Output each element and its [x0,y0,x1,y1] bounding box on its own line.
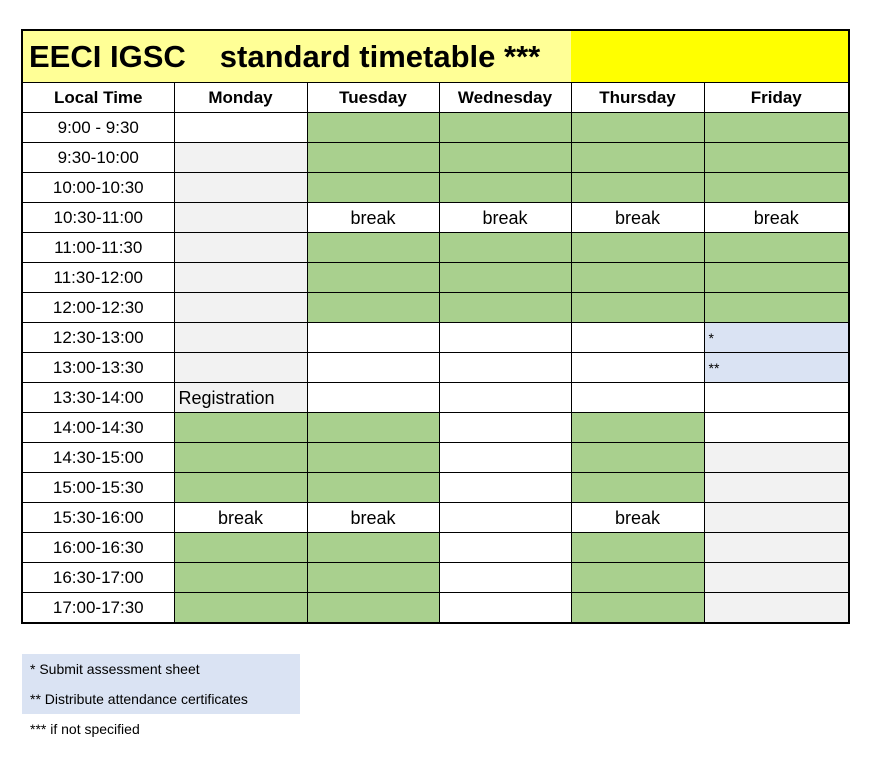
cell-friday: break [704,203,849,233]
cell-wednesday [439,593,571,624]
table-row [22,143,849,173]
cell-wednesday [439,383,571,413]
cell-friday [704,383,849,413]
cell-wednesday [439,233,571,263]
cell-thursday [571,443,704,473]
cell-wednesday [439,173,571,203]
time-slot: 16:00-16:30 [22,533,174,563]
cell-tuesday [307,143,439,173]
cell-wednesday [439,113,571,143]
cell-friday [704,473,849,503]
cell-friday: ** [704,353,849,383]
title-row [22,30,849,83]
cell-thursday [571,353,704,383]
time-slot: 10:00-10:30 [22,173,174,203]
cell-wednesday [439,263,571,293]
cell-tuesday [307,443,439,473]
cell-wednesday [439,503,571,533]
cell-thursday [571,143,704,173]
time-slot: 9:00 - 9:30 [22,113,174,143]
time-slot: 16:30-17:00 [22,563,174,593]
header-friday: Friday [704,83,849,113]
cell-tuesday [307,563,439,593]
table-row [22,293,849,323]
cell-friday [704,233,849,263]
header-tuesday: Tuesday [307,83,439,113]
cell-tuesday: break [307,203,439,233]
cell-wednesday [439,533,571,563]
cell-wednesday [439,143,571,173]
cell-monday [174,143,307,173]
cell-tuesday [307,293,439,323]
cell-thursday [571,593,704,624]
cell-thursday [571,263,704,293]
legend-assessment-note: * Submit assessment sheet [22,654,300,684]
cell-friday [704,593,849,624]
cell-tuesday [307,383,439,413]
cell-wednesday [439,293,571,323]
cell-tuesday [307,593,439,624]
cell-monday [174,293,307,323]
header-wednesday: Wednesday [439,83,571,113]
cell-tuesday [307,533,439,563]
cell-friday [704,563,849,593]
time-slot: 14:30-15:00 [22,443,174,473]
table-row [22,323,849,353]
cell-thursday [571,533,704,563]
table-row [22,263,849,293]
cell-monday: Registration [174,383,307,413]
cell-friday [704,173,849,203]
cell-friday [704,503,849,533]
table-row [22,473,849,503]
cell-tuesday [307,353,439,383]
cell-monday [174,323,307,353]
table-row [22,383,849,413]
table-row [22,593,849,624]
table-row [22,503,849,533]
time-slot: 11:30-12:00 [22,263,174,293]
cell-thursday: break [571,203,704,233]
cell-thursday [571,113,704,143]
cell-monday [174,533,307,563]
table-row [22,563,849,593]
cell-wednesday [439,443,571,473]
cell-thursday [571,293,704,323]
title-sub: standard timetable *** [219,39,541,74]
timetable [21,29,850,624]
cell-wednesday [439,353,571,383]
cell-thursday [571,173,704,203]
cell-thursday [571,383,704,413]
table-row [22,173,849,203]
table-row [22,233,849,263]
cell-friday [704,263,849,293]
cell-monday [174,113,307,143]
cell-tuesday: break [307,503,439,533]
table-row [22,413,849,443]
legend-certificates-note: ** Distribute attendance certificates [22,684,300,714]
header-row [22,83,849,113]
cell-wednesday [439,413,571,443]
cell-monday: break [174,503,307,533]
cell-friday [704,533,849,563]
cell-thursday [571,563,704,593]
cell-monday [174,353,307,383]
cell-monday [174,413,307,443]
title-main: EECI IGSC [29,39,186,74]
cell-monday [174,173,307,203]
timetable-title [22,30,849,83]
table-row [22,353,849,383]
time-slot: 9:30-10:00 [22,143,174,173]
cell-thursday [571,473,704,503]
cell-monday [174,473,307,503]
header-thursday: Thursday [571,83,704,113]
time-slot: 14:00-14:30 [22,413,174,443]
cell-monday [174,263,307,293]
header-monday: Monday [174,83,307,113]
time-slot: 12:00-12:30 [22,293,174,323]
cell-monday [174,443,307,473]
cell-wednesday [439,323,571,353]
cell-wednesday: break [439,203,571,233]
header-local-time: Local Time [22,83,174,113]
cell-tuesday [307,323,439,353]
time-slot: 12:30-13:00 [22,323,174,353]
cell-friday [704,443,849,473]
cell-thursday: break [571,503,704,533]
time-slot: 10:30-11:00 [22,203,174,233]
time-slot: 15:30-16:00 [22,503,174,533]
cell-tuesday [307,233,439,263]
cell-tuesday [307,473,439,503]
cell-tuesday [307,413,439,443]
cell-monday [174,593,307,624]
cell-friday [704,293,849,323]
cell-friday: * [704,323,849,353]
cell-thursday [571,413,704,443]
time-slot: 11:00-11:30 [22,233,174,263]
table-row [22,113,849,143]
time-slot: 13:30-14:00 [22,383,174,413]
cell-thursday [571,233,704,263]
cell-monday [174,233,307,263]
table-row [22,443,849,473]
table-row [22,203,849,233]
cell-friday [704,143,849,173]
cell-wednesday [439,563,571,593]
cell-friday [704,113,849,143]
time-slot: 17:00-17:30 [22,593,174,624]
cell-monday [174,563,307,593]
cell-thursday [571,323,704,353]
time-slot: 15:00-15:30 [22,473,174,503]
cell-tuesday [307,113,439,143]
time-slot: 13:00-13:30 [22,353,174,383]
table-row [22,533,849,563]
cell-wednesday [439,473,571,503]
cell-tuesday [307,173,439,203]
cell-tuesday [307,263,439,293]
cell-monday [174,203,307,233]
cell-friday [704,413,849,443]
legend [22,654,300,744]
legend-unspecified-note: *** if not specified [30,721,140,737]
